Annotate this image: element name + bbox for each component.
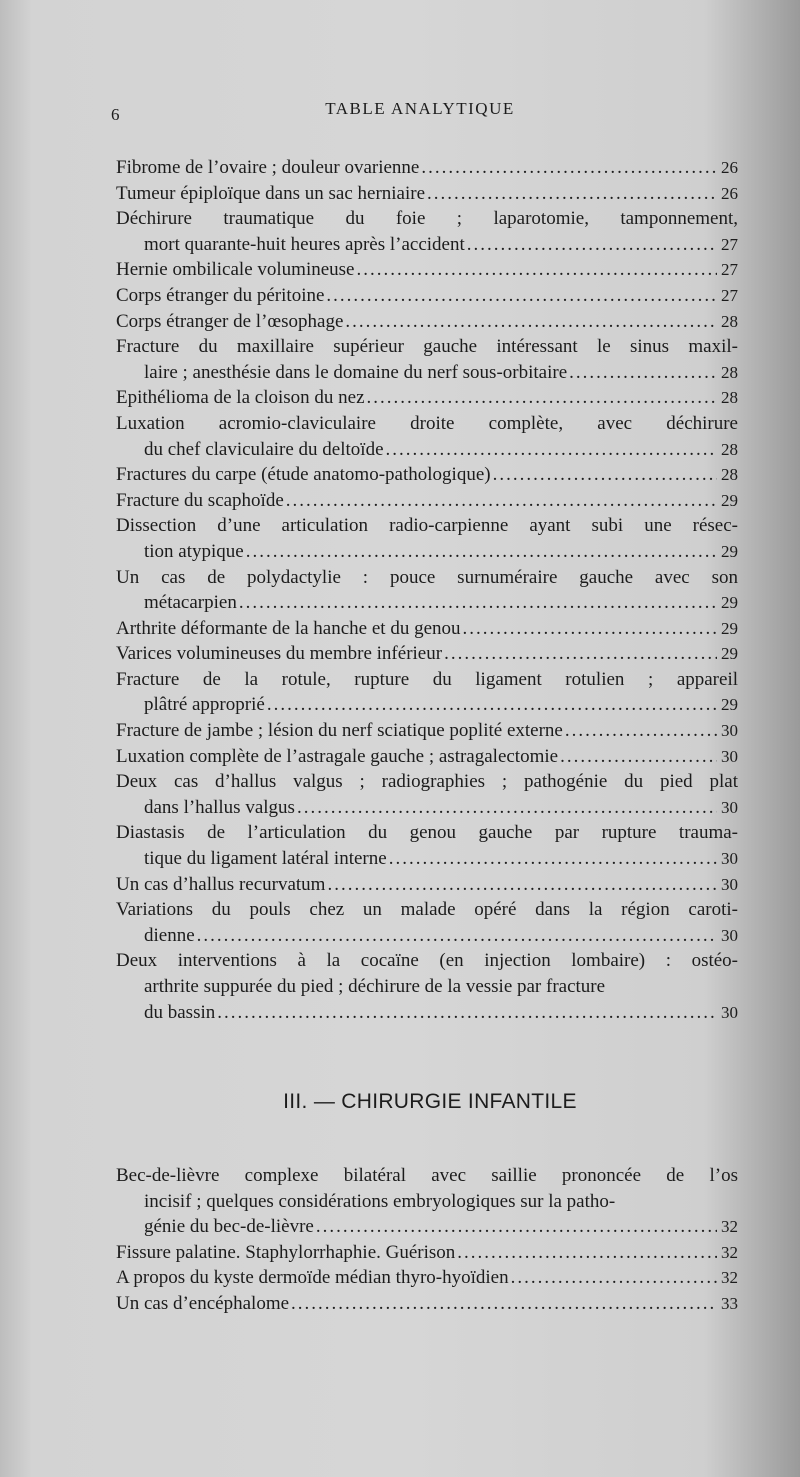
toc-entry-title: plâtré approprié (144, 694, 265, 716)
toc-entry (116, 309, 738, 335)
toc-entry-title: Corps étranger du péritoine (116, 284, 325, 306)
toc-entry-page: 30 (721, 746, 738, 766)
dot-leader (560, 744, 717, 770)
toc-entry-page: 27 (721, 285, 738, 305)
toc-entry (116, 744, 738, 770)
toc-entry-page: 30 (721, 721, 738, 741)
toc-entry (116, 155, 738, 181)
toc-entry (116, 1240, 738, 1266)
toc-entry-text-line: Variations du pouls chez un malade opéré dans la région caroti- (116, 899, 738, 921)
toc-entry-title: Corps étranger de l’œsophage (116, 310, 344, 332)
toc-entry-page: 29 (721, 644, 738, 664)
running-title: TABLE ANALYTIQUE (325, 99, 515, 118)
toc-entry-title: tique du ligament latéral interne (144, 848, 387, 870)
dot-leader (511, 1265, 717, 1291)
toc-entry-text-line: Déchirure traumatique du foie ; laparotomie, tamponnement, (116, 208, 738, 230)
toc-entry-page: 29 (721, 618, 738, 638)
toc-entry-title: Fracture du scaphoïde (116, 489, 284, 511)
toc-entry-text-line: arthrite suppurée du pied ; déchirure de la vessie par fracture (144, 976, 606, 997)
toc-entry-title: Epithélioma de la cloison du nez (116, 387, 365, 409)
toc-entry (116, 462, 738, 488)
toc-entry-page: 32 (721, 1242, 738, 1262)
toc-entry-title: laire ; anesthésie dans le domaine du nerf sous-orbitaire (144, 361, 568, 383)
dot-leader (326, 283, 717, 309)
toc-entry (116, 488, 738, 514)
toc-entry (116, 897, 738, 948)
toc-entry-text-line: Deux interventions à la cocaïne (en injection lombaire) : ostéo- (116, 950, 738, 972)
toc-entry-title: du bassin (144, 1001, 216, 1023)
toc-entry (116, 718, 738, 744)
toc-entry-page: 28 (721, 439, 738, 459)
toc-entry (116, 334, 738, 385)
dot-leader (367, 385, 717, 411)
dot-leader (386, 437, 717, 463)
dot-leader (389, 846, 717, 872)
dot-leader (444, 641, 717, 667)
toc-entry-title: dans l’hallus valgus (144, 796, 295, 818)
toc-entry-page: 27 (721, 260, 738, 280)
dot-leader (239, 590, 717, 616)
toc-entry-title: Un cas d’encéphalome (116, 1292, 290, 1314)
toc-entry-text-line: Deux cas d’hallus valgus ; radiographies ; pathogénie du pied plat (116, 771, 738, 793)
toc-entry (116, 411, 738, 462)
toc-entry (116, 385, 738, 411)
toc-entry-page: 28 (721, 465, 738, 485)
toc-entry-page: 28 (721, 311, 738, 331)
dot-leader (316, 1214, 717, 1240)
toc-entry-text-line: Diastasis de l’articulation du genou gauche par rupture trauma- (116, 822, 738, 844)
toc-entry-title: Tumeur épiploïque dans un sac herniaire (116, 182, 426, 204)
toc-entry (116, 616, 738, 642)
dot-leader (467, 232, 717, 258)
toc-entry-text-line: Fracture du maxillaire supérieur gauche intéressant le sinus maxil- (116, 336, 738, 358)
toc-entry (116, 1163, 738, 1240)
toc-entry (116, 206, 738, 257)
toc-entry-text-line: Fracture de la rotule, rupture du ligament rotulien ; appareil (116, 668, 738, 690)
toc-entry-text-line: Luxation acromio-claviculaire droite complète, avec déchirure (116, 412, 738, 434)
table-of-contents-list (116, 155, 738, 1025)
toc-entry-title: génie du bec-de-lièvre (144, 1216, 314, 1238)
toc-entry-page: 32 (721, 1268, 738, 1288)
toc-entry-title: métacarpien (144, 592, 237, 614)
page-header (0, 97, 800, 127)
toc-entry-title: A propos du kyste dermoïde médian thyro-hyoïdien (116, 1267, 509, 1289)
toc-entry-page: 30 (721, 797, 738, 817)
toc-entry-title: Luxation complète de l’astragale gauche ; astragalectomie (116, 745, 559, 767)
toc-entry-page: 29 (721, 490, 738, 510)
dot-leader (197, 923, 716, 949)
dot-leader (286, 488, 717, 514)
toc-entry-page: 30 (721, 874, 738, 894)
dot-leader (463, 616, 718, 642)
toc-entry-page: 30 (721, 925, 738, 945)
dot-leader (345, 309, 717, 335)
table-of-contents-list (116, 1163, 738, 1317)
dot-leader (493, 462, 717, 488)
toc-entry (116, 769, 738, 820)
toc-entry (116, 1265, 738, 1291)
toc-entry-title: Arthrite déformante de la hanche et du genou (116, 617, 461, 639)
dot-leader (297, 795, 717, 821)
toc-entry-text-line: incisif ; quelques considérations embryologiques sur la patho- (144, 1190, 616, 1212)
toc-entry (116, 1291, 738, 1317)
toc-entry-page: 30 (721, 1002, 738, 1022)
toc-entry-title: tion atypique (144, 540, 244, 562)
dot-leader (327, 872, 717, 898)
dot-leader (569, 360, 717, 386)
toc-entry-title: du chef claviculaire du deltoïde (144, 438, 384, 460)
dot-leader (457, 1240, 717, 1266)
toc-entry (116, 667, 738, 718)
toc-entry (116, 513, 738, 564)
section-heading: III. — CHIRURGIE INFANTILE (283, 1090, 577, 1113)
toc-entry (116, 820, 738, 871)
toc-entry (116, 641, 738, 667)
dot-leader (427, 181, 717, 207)
dot-leader (246, 539, 717, 565)
toc-entry-title: Fractures du carpe (étude anatomo-pathologique) (116, 464, 491, 486)
toc-entry-title: Un cas d’hallus recurvatum (116, 873, 326, 895)
dot-leader (565, 718, 717, 744)
dot-leader (267, 692, 717, 718)
toc-entry-page: 26 (721, 183, 738, 203)
toc-entry-page: 29 (721, 541, 738, 561)
page-number: 6 (111, 105, 120, 124)
dot-leader (217, 1000, 716, 1026)
toc-entry-title: Varices volumineuses du membre inférieur (116, 643, 443, 665)
toc-entry-text-line: Bec-de-lièvre complexe bilatéral avec saillie prononcée de l’os (116, 1165, 738, 1186)
toc-entry-title: Fracture de jambe ; lésion du nerf sciatique poplité externe (116, 720, 563, 742)
dot-leader (356, 257, 717, 283)
toc-entry-page: 29 (721, 593, 738, 613)
dot-leader (421, 155, 717, 181)
dot-leader (291, 1291, 717, 1317)
toc-entry-title: Hernie ombilicale volumineuse (116, 259, 355, 281)
toc-entry (116, 283, 738, 309)
toc-entry (116, 181, 738, 207)
toc-entry-title: Fissure palatine. Staphylorrhaphie. Guérison (116, 1241, 456, 1263)
toc-entry-page: 32 (721, 1217, 738, 1237)
toc-entry (116, 565, 738, 616)
toc-entry (116, 872, 738, 898)
toc-entry (116, 257, 738, 283)
toc-entry-page: 26 (721, 158, 738, 177)
toc-entry-text-line: Dissection d’une articulation radio-carpienne ayant subi une résec- (116, 515, 738, 537)
toc-entry (116, 948, 738, 1025)
toc-entry-page: 29 (721, 695, 738, 715)
toc-entry-page: 27 (721, 234, 738, 254)
toc-entry-text-line: Un cas de polydactylie : pouce surnuméraire gauche avec son (116, 566, 738, 588)
toc-entry-title: Fibrome de l’ovaire ; douleur ovarienne (116, 157, 420, 178)
toc-entry-title: dienne (144, 924, 195, 946)
toc-entry-page: 28 (721, 388, 738, 408)
toc-entry-page: 33 (721, 1293, 738, 1313)
toc-entry-page: 28 (721, 362, 738, 382)
toc-entry-page: 30 (721, 849, 738, 869)
toc-entry-title: mort quarante-huit heures après l’accident (144, 233, 465, 255)
